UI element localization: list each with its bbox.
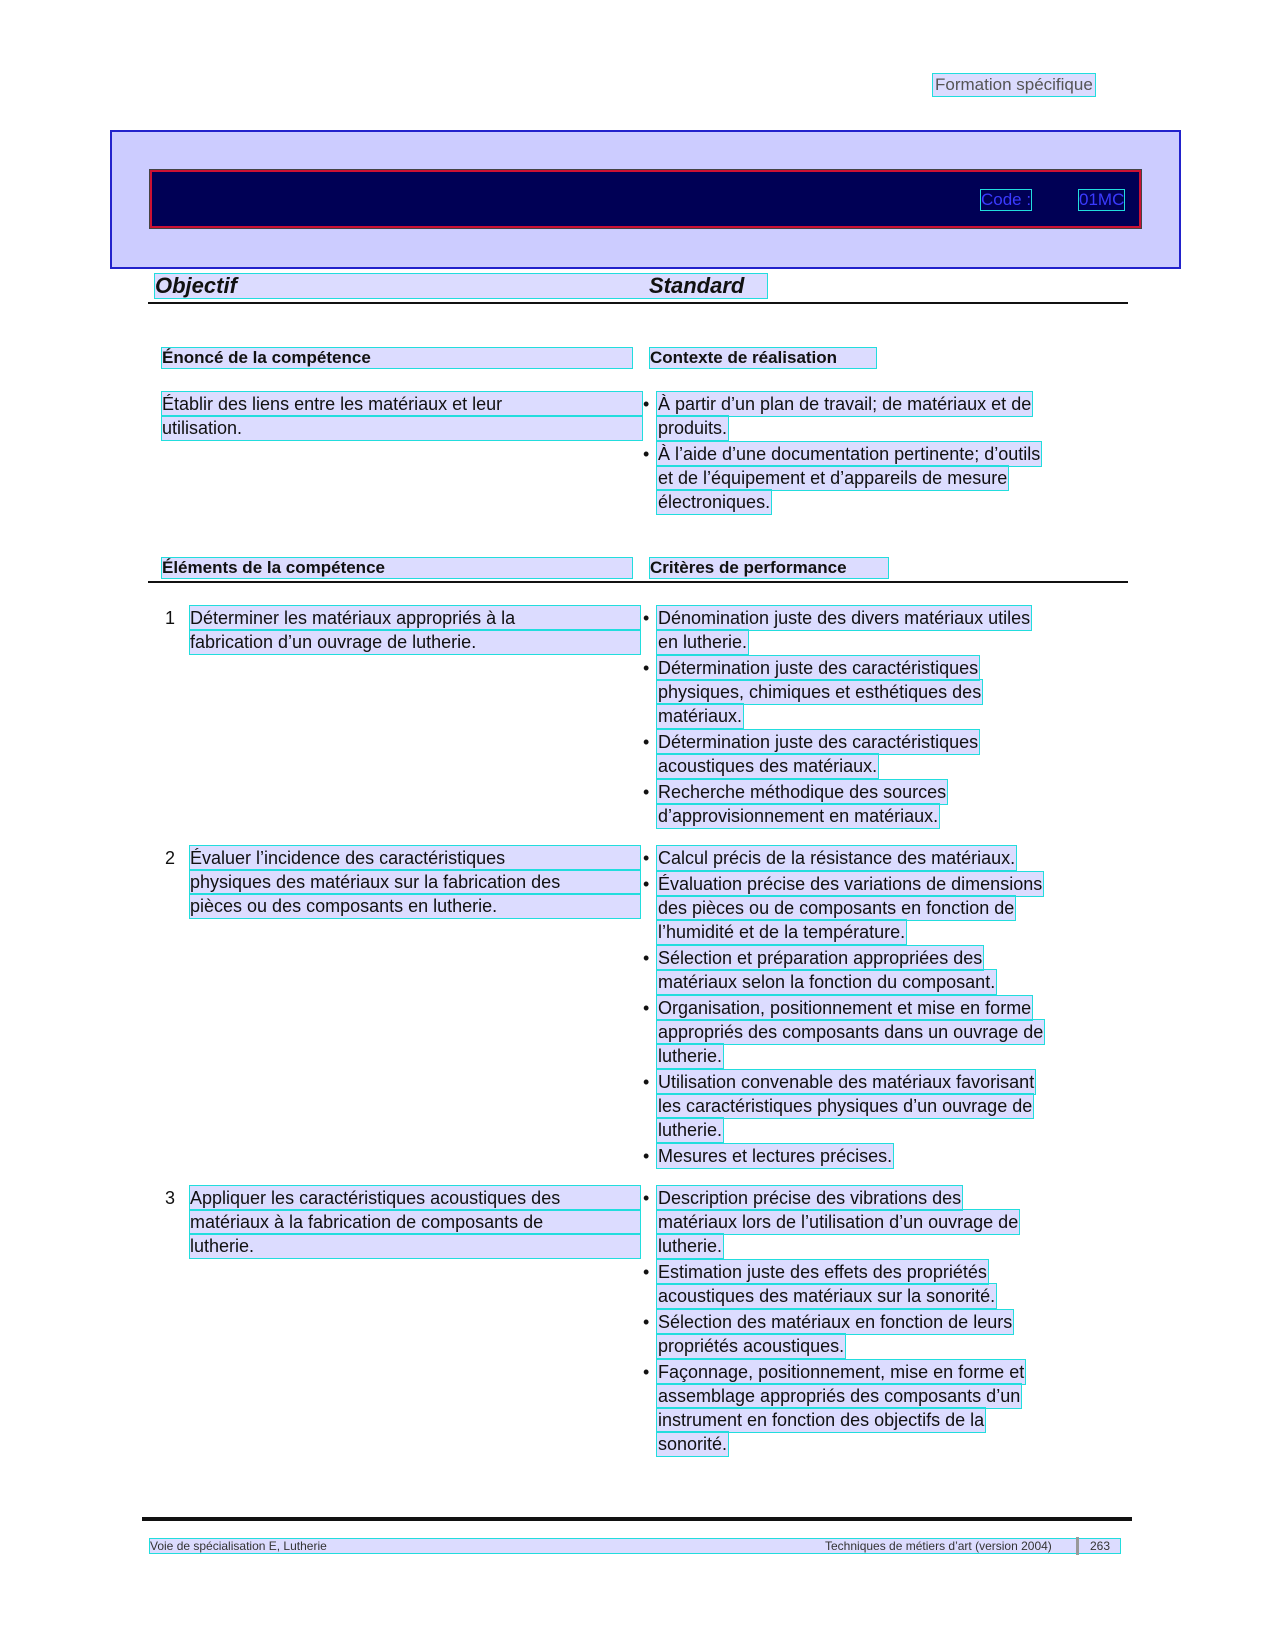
- bullet-icon: •: [643, 658, 650, 678]
- competency-code: [981, 190, 1133, 210]
- footer-rule: [142, 1517, 1132, 1521]
- criterion-line: matériaux selon la fonction du composant.: [658, 972, 996, 992]
- criterion-item: [643, 996, 1127, 1068]
- criterion-item: [643, 730, 1127, 778]
- enonce-line: utilisation.: [162, 416, 642, 440]
- criterion-line: Description précise des vibrations des: [658, 1188, 962, 1208]
- enonce-text: [162, 392, 642, 440]
- criterion-line: produits.: [658, 418, 728, 438]
- element-number: 3: [165, 1188, 176, 1208]
- enonce-line: Établir des liens entre les matériaux et leur: [162, 392, 642, 416]
- bullet-icon: •: [643, 948, 650, 968]
- criterion-item: [643, 846, 1127, 870]
- bullet-icon: •: [643, 998, 650, 1018]
- criterion-line: propriétés acoustiques.: [658, 1336, 845, 1356]
- bullet-icon: •: [643, 1312, 650, 1332]
- criterion-line: lutherie.: [658, 1120, 723, 1140]
- criterion-line: Calcul précis de la résistance des matériaux.: [658, 848, 1016, 868]
- objectif-header: [155, 274, 767, 298]
- element-line: Déterminer les matériaux appropriés à la: [190, 606, 640, 630]
- criterion-line: physiques, chimiques et esthétiques des: [658, 682, 982, 702]
- bullet-icon: •: [643, 782, 650, 802]
- code-label: Code :: [981, 190, 1032, 209]
- criterion-line: et de l’équipement et d’appareils de mesure: [658, 468, 1008, 488]
- code-value: 01MC: [1079, 190, 1125, 209]
- bullet-icon: •: [643, 608, 650, 628]
- footer-right: Techniques de métiers d’art (version 2004): [825, 1539, 1052, 1553]
- criterion-line: assemblage appropriés des composants d’un: [658, 1386, 1021, 1406]
- criterion-item: [643, 872, 1127, 944]
- footer-divider: [1076, 1537, 1079, 1555]
- criterion-item: [643, 606, 1127, 654]
- standard-label: Standard: [649, 273, 745, 298]
- element-line: fabrication d’un ouvrage de lutherie.: [190, 630, 640, 654]
- criterion-line: Organisation, positionnement et mise en forme: [658, 998, 1032, 1018]
- criterion-line: Utilisation convenable des matériaux favorisant: [658, 1072, 1035, 1092]
- criterion-line: des pièces ou de composants en fonction de: [658, 898, 1015, 918]
- footer-left: Voie de spécialisation E, Lutherie: [150, 1539, 327, 1553]
- criterion-line: l’humidité et de la température.: [658, 922, 906, 942]
- competency-banner: [110, 130, 1181, 269]
- element-number: 1: [165, 608, 176, 628]
- criterion-line: acoustiques des matériaux sur la sonorité.: [658, 1286, 996, 1306]
- bullet-icon: •: [643, 444, 650, 464]
- criterion-item: [643, 946, 1127, 994]
- banner-title-bar: [150, 170, 1141, 228]
- bullet-icon: •: [643, 1188, 650, 1208]
- criterion-line: À l’aide d’une documentation pertinente; d’outils: [658, 444, 1041, 464]
- bullet-icon: •: [643, 394, 650, 414]
- criterion-item: [643, 780, 1127, 828]
- element-line: physiques des matériaux sur la fabrication des: [190, 870, 640, 894]
- bullet-icon: •: [643, 732, 650, 752]
- criterion-line: lutherie.: [658, 1236, 723, 1256]
- criterion-item: [643, 1360, 1127, 1456]
- criterion-item: [643, 656, 1127, 728]
- criterion-line: matériaux.: [658, 706, 743, 726]
- contexte-title: Contexte de réalisation: [650, 348, 876, 368]
- element-line: Appliquer les caractéristiques acoustiques des: [190, 1186, 640, 1210]
- criterion-line: Sélection des matériaux en fonction de leurs: [658, 1312, 1013, 1332]
- criterion-line: Sélection et préparation appropriées des: [658, 948, 983, 968]
- bullet-icon: •: [643, 1146, 650, 1166]
- criterion-line: lutherie.: [658, 1046, 723, 1066]
- element-text: [190, 606, 640, 654]
- criterion-item: [643, 1070, 1127, 1142]
- criterion-line: À partir d’un plan de travail; de matériaux et de: [658, 394, 1032, 414]
- criterion-item: [643, 1186, 1127, 1258]
- element-line: matériaux à la fabrication de composants de: [190, 1210, 640, 1234]
- criterion-line: en lutherie.: [658, 632, 748, 652]
- criterion-line: Estimation juste des effets des propriétés: [658, 1262, 987, 1282]
- criterion-line: instrument en fonction des objectifs de la: [658, 1410, 985, 1430]
- element-line: lutherie.: [190, 1234, 640, 1258]
- header-rule: [148, 302, 1128, 304]
- table-rule: [148, 581, 1128, 583]
- criterion-item: [643, 1260, 1127, 1308]
- criterion-line: Détermination juste des caractéristiques: [658, 732, 979, 752]
- criterion-line: Détermination juste des caractéristiques: [658, 658, 979, 678]
- criterion-line: Recherche méthodique des sources: [658, 782, 947, 802]
- bullet-icon: •: [643, 848, 650, 868]
- bullet-icon: •: [643, 1072, 650, 1092]
- criterion-item: [643, 392, 1127, 440]
- criterion-item: [643, 1144, 1127, 1168]
- enonce-title: Énoncé de la compétence: [162, 348, 632, 368]
- criteres-title: Critères de performance: [650, 558, 888, 578]
- bullet-icon: •: [643, 1262, 650, 1282]
- criterion-line: Façonnage, positionnement, mise en forme et: [658, 1362, 1025, 1382]
- criterion-line: Dénomination juste des divers matériaux utiles: [658, 608, 1031, 628]
- footer: [150, 1539, 1120, 1553]
- criterion-line: appropriés des composants dans un ouvrage de: [658, 1022, 1044, 1042]
- element-line: Évaluer l’incidence des caractéristiques: [190, 846, 640, 870]
- criterion-line: les caractéristiques physiques d’un ouvrage de: [658, 1096, 1033, 1116]
- criterion-line: Évaluation précise des variations de dimensions: [658, 874, 1043, 894]
- element-line: pièces ou des composants en lutherie.: [190, 894, 640, 918]
- section-label: Formation spécifique: [935, 75, 1093, 94]
- criterion-item: [643, 442, 1127, 514]
- criterion-line: électroniques.: [658, 492, 771, 512]
- page-number: 263: [1090, 1539, 1111, 1553]
- criterion-line: matériaux lors de l’utilisation d’un ouvrage de: [658, 1212, 1019, 1232]
- criterion-line: sonorité.: [658, 1434, 728, 1454]
- bullet-icon: •: [643, 1362, 650, 1382]
- criterion-line: d’approvisionnement en matériaux.: [658, 806, 939, 826]
- element-number: 2: [165, 848, 176, 868]
- element-text: [190, 846, 640, 918]
- criterion-line: acoustiques des matériaux.: [658, 756, 878, 776]
- element-text: [190, 1186, 640, 1258]
- objectif-label: Objectif: [155, 273, 237, 298]
- criterion-item: [643, 1310, 1127, 1358]
- elements-title: Éléments de la compétence: [162, 558, 632, 578]
- bullet-icon: •: [643, 874, 650, 894]
- criterion-line: Mesures et lectures précises.: [658, 1146, 893, 1166]
